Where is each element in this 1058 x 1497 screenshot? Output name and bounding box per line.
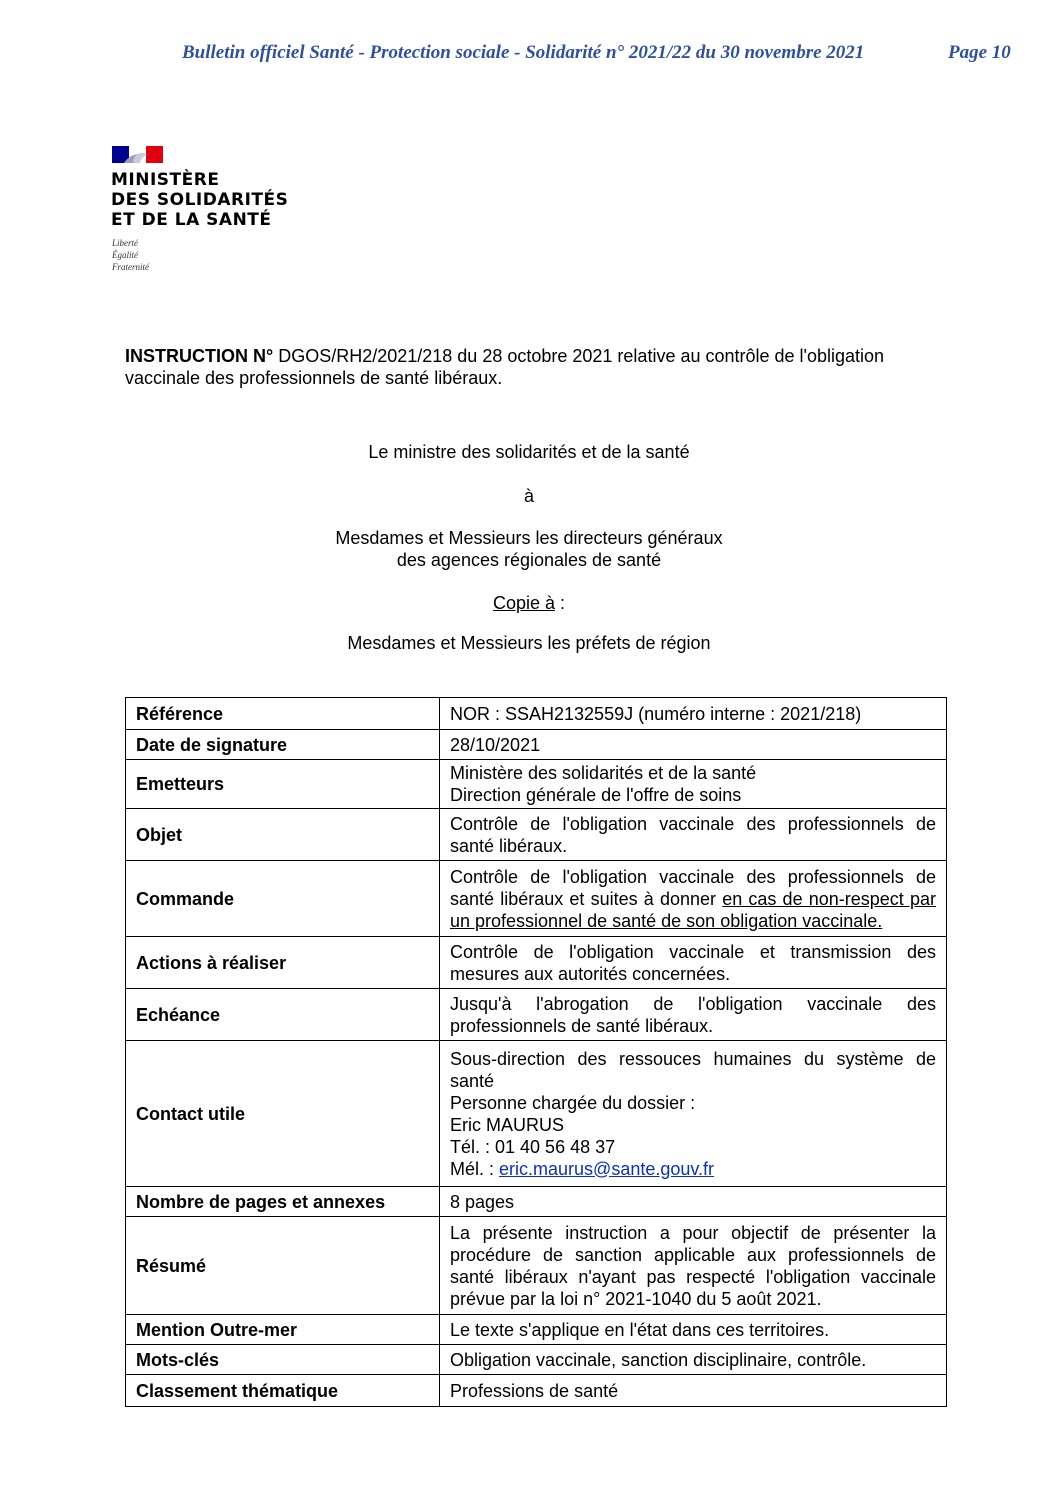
instruction-title-line: vaccinale des professionnels de santé libéraux.: [125, 368, 503, 388]
republic-motto: [112, 237, 149, 273]
row-value: [440, 1041, 947, 1187]
row-value: La présente instruction a pour objectif de présenter la procédure de sanction applicable aux professionnels de santé libéraux n'ayant pas respecté l'obligation vaccinale prévue par la loi n° 2021-1040 du 5 août 2021.: [440, 1217, 947, 1315]
motto-line: Liberté: [112, 238, 138, 248]
email-label: Mél. :: [450, 1158, 500, 1179]
row-value: Contrôle de l'obligation vaccinale et transmission des mesures aux autorités concernées.: [440, 937, 947, 989]
row-label: Contact utile: [126, 1041, 440, 1187]
sender: Le ministre des solidarités et de la santé: [368, 442, 690, 462]
marianne-flag-logo: [112, 146, 163, 163]
table-row: [126, 1217, 947, 1315]
row-value: 28/10/2021: [440, 730, 947, 760]
table-row: [126, 760, 947, 809]
row-label: Mots-clés: [126, 1345, 440, 1375]
instruction-title: [125, 345, 945, 389]
ministry-name-line: MINISTÈRE: [111, 170, 220, 190]
row-label: Date de signature: [126, 730, 440, 760]
table-row: [126, 1315, 947, 1345]
row-label: Emetteurs: [126, 760, 440, 809]
motto-line: Fraternité: [112, 262, 149, 272]
contact-line: Tél. : 01 40 56 48 37: [450, 1136, 616, 1157]
table-row: [126, 989, 947, 1041]
bulletin-header-title: Bulletin officiel Santé - Protection sociale - Solidarité n° 2021/22 du 30 novembre 2021: [182, 42, 865, 63]
command-text: Contrôle de l'obligation vaccinale des professionnels de santé libéraux et suites à donner: [450, 866, 936, 909]
table-row: [126, 809, 947, 861]
row-value: Le texte s'applique en l'état dans ces territoires.: [440, 1315, 947, 1345]
row-value: Obligation vaccinale, sanction disciplinaire, contrôle.: [440, 1345, 947, 1375]
recipients: Mesdames et Messieurs les directeurs généraux: [335, 528, 723, 548]
table-row: [126, 1187, 947, 1217]
to-label: à: [523, 486, 534, 506]
instruction-number-label: INSTRUCTION N°: [125, 346, 274, 366]
ministry-name-line: DES SOLIDARITÉS: [111, 190, 289, 210]
table-row: [126, 698, 947, 730]
table-row: [126, 730, 947, 760]
row-label: Nombre de pages et annexes: [126, 1187, 440, 1217]
row-value: [440, 760, 947, 809]
row-value: 8 pages: [440, 1187, 947, 1217]
row-value: Professions de santé: [440, 1375, 947, 1407]
table-row: [126, 937, 947, 989]
email-link[interactable]: eric.maurus@sante.gouv.fr: [499, 1158, 715, 1179]
row-value: [440, 861, 947, 937]
recipients: des agences régionales de santé: [396, 550, 662, 570]
emitter-line: Direction générale de l'offre de soins: [450, 785, 742, 805]
table-row: [126, 1345, 947, 1375]
row-label: Commande: [126, 861, 440, 937]
ministry-name: [111, 170, 288, 230]
row-label: Actions à réaliser: [126, 937, 440, 989]
row-label: Référence: [126, 698, 440, 730]
row-value: Jusqu'à l'abrogation de l'obligation vaccinale des professionnels de santé libéraux.: [440, 989, 947, 1041]
contact-line: [450, 1158, 936, 1180]
contact-line: Sous-direction des ressouces humaines du système de santé: [450, 1048, 936, 1091]
row-label: Classement thématique: [126, 1375, 440, 1407]
motto-line: Égalité: [112, 250, 138, 260]
copy-label: Copie à: [492, 593, 556, 613]
table-row: [126, 1375, 947, 1407]
copy-suffix: :: [555, 593, 566, 613]
page-number: Page 10: [948, 42, 1011, 63]
emitter-line: Ministère des solidarités et de la santé: [450, 763, 757, 783]
row-label: Résumé: [126, 1217, 440, 1315]
row-label: Mention Outre-mer: [126, 1315, 440, 1345]
reference-table: [125, 697, 947, 1407]
command-underlined-text: en cas de non-respect par un professionnel de santé de son obligation vaccinale.: [450, 888, 936, 931]
row-value: NOR : SSAH2132559J (numéro interne : 2021/218): [440, 698, 947, 730]
table-row: [126, 861, 947, 937]
row-label: Echéance: [126, 989, 440, 1041]
table-row: [126, 1041, 947, 1187]
copy-recipients: Mesdames et Messieurs les préfets de région: [347, 633, 711, 653]
contact-line: Personne chargée du dossier :: [450, 1092, 696, 1113]
copy-heading: [0, 592, 1058, 614]
row-label: Objet: [126, 809, 440, 861]
instruction-title-line: DGOS/RH2/2021/218 du 28 octobre 2021 relative au contrôle de l'obligation: [273, 346, 885, 366]
row-value: Contrôle de l'obligation vaccinale des professionnels de santé libéraux.: [440, 809, 947, 861]
contact-line: Eric MAURUS: [450, 1114, 565, 1135]
ministry-name-line: ET DE LA SANTÉ: [111, 210, 272, 230]
